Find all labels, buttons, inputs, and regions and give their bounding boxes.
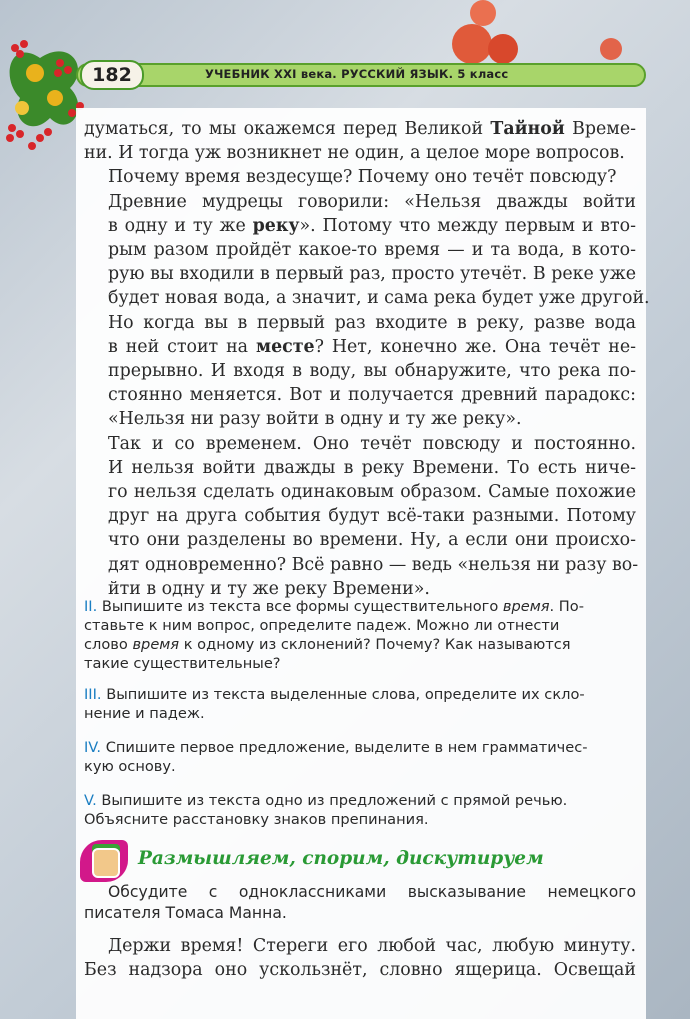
page-number: 182 — [80, 60, 144, 90]
task-3 — [84, 685, 636, 723]
task-numeral: III. — [84, 686, 102, 703]
text-line: ставьте к ним вопрос, определите падеж. Можно ли отнести — [84, 617, 560, 634]
header-title: УЧЕБНИК XXI века. РУССКИЙ ЯЗЫК. 5 класс — [205, 67, 509, 81]
text-line: писателя Томаса Манна. — [84, 904, 287, 922]
text-line: дят одновременно? Всё равно — ведь «нельзя ни разу во- — [108, 554, 639, 575]
paragraph-5 — [84, 432, 639, 601]
bold-word: месте — [255, 336, 315, 357]
paragraph-3 — [84, 190, 650, 311]
text-line: И нельзя войти дважды в реку Времени. То есть ниче- — [108, 457, 636, 478]
face-shape — [92, 848, 120, 878]
main-text — [84, 117, 650, 601]
paragraph-4 — [84, 311, 636, 432]
text-line: Почему время вездесуще? Почему оно течёт повсюду? — [108, 167, 617, 188]
text-line: Без надзора оно ускользнёт, словно ящерица. Освещай — [84, 960, 636, 981]
bold-word: реку — [252, 215, 300, 236]
text-line: Так и со временем. Оно течёт повсюду и постоянно. — [108, 433, 636, 454]
task-list — [84, 597, 636, 829]
text-line: «Нельзя ни разу войти в одну и ту же реку». — [108, 409, 522, 430]
discussion-prompt — [84, 882, 636, 924]
text-line: стоянно меняется. Вот и получается древний парадокс: — [108, 385, 636, 406]
text-line: рым разом пройдёт какое-то время — и та вода, в кото- — [108, 240, 636, 261]
paragraph-1 — [84, 117, 636, 165]
text-line: Древние мудрецы говорили: «Нельзя дважды войти — [108, 191, 636, 212]
discussion-text — [84, 882, 636, 982]
text-line: будет новая вода, а значит, и сама река будет уже другой. — [108, 288, 650, 309]
task-numeral: IV. — [84, 739, 102, 756]
text-line: Но когда вы в первый раз входите в реку, разве вода — [108, 312, 636, 333]
text-line: думаться, то мы окажемся перед Великой Тайной Време- — [84, 119, 636, 139]
text-line: ни. И тогда уж возникнет не один, а целое море вопросов. — [84, 143, 625, 164]
text-line: друг на друга события будут всё-таки разными. Потому — [108, 506, 636, 527]
text-line: кую основу. — [84, 758, 176, 775]
text-line: III. Выпишите из текста выделенные слова, определите их скло- — [84, 686, 585, 703]
berry-decoration — [488, 34, 518, 64]
text-line: йти в одну и ту же реку Времени». — [108, 578, 430, 599]
text-line: что они разделены во времени. Ну, а если они происхо- — [108, 530, 636, 551]
text-line: Обсудите с одноклассниками высказывание немецкого — [108, 883, 636, 901]
berry-decoration — [470, 0, 496, 26]
text-line: IV. Спишите первое предложение, выделите в нем грамматичес- — [84, 739, 588, 756]
text-line: слово время к одному из склонений? Почему? Как называются — [84, 636, 571, 653]
quote — [84, 934, 636, 982]
text-line: такие существительные? — [84, 655, 281, 672]
text-line: II. Выпишите из текста все формы существительного время. По- — [84, 598, 584, 615]
paragraph-2 — [84, 165, 636, 189]
text-line: нение и падеж. — [84, 705, 205, 722]
text-line: го нельзя сделать одинаковым образом. Самые похожие — [108, 482, 636, 503]
bold-word: Тайной — [490, 119, 565, 139]
berry-decoration — [600, 38, 622, 60]
section-title: Размышляем, спорим, дискутируем — [138, 848, 544, 869]
text-line: прерывно. И входя в воду, вы обнаружите, что река по- — [108, 361, 636, 382]
text-line: Держи время! Стереги его любой час, любую минуту. — [108, 936, 636, 956]
text-line: V. Выпишите из текста одно из предложений с прямой речью. — [84, 792, 568, 809]
task-numeral: V. — [84, 792, 97, 809]
task-4 — [84, 738, 636, 776]
berry-decoration — [452, 24, 492, 64]
text-line: рую вы входили в первый раз, просто утечёт. В реке уже — [108, 264, 636, 285]
text-line: в ней стоит на месте? Нет, конечно же. Она течёт не- — [108, 336, 636, 357]
text-line: Объясните расстановку знаков препинания. — [84, 811, 429, 828]
task-2 — [84, 597, 636, 673]
discussion-icon — [80, 840, 128, 882]
text-line: в одну и ту же реку». Потому что между первым и вто- — [108, 215, 636, 236]
task-numeral: II. — [84, 598, 98, 615]
task-5 — [84, 791, 636, 829]
